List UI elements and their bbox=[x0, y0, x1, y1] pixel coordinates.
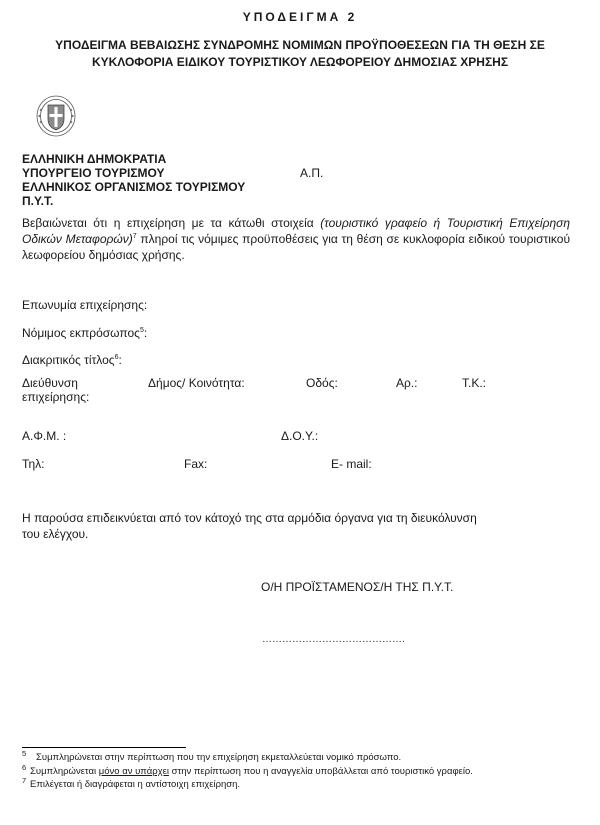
greek-coat-of-arms-icon bbox=[35, 94, 77, 138]
distinctive-title-label: Διακριτικός τίτλος$^6$: bbox=[22, 353, 122, 367]
footnote-7: 7 Επιλέγεται ή διαγράφεται η αντίστοιχη επιχείρηση. bbox=[22, 775, 241, 790]
authority-line-4: Π.Υ.Τ. bbox=[22, 194, 54, 208]
protocol-number-label: Α.Π. bbox=[300, 166, 324, 180]
authority-line-2: ΥΠΟΥΡΓΕΙΟ ΤΟΥΡΙΣΜΟΥ bbox=[22, 166, 165, 180]
phone-label: Τηλ: bbox=[22, 457, 45, 471]
address-label-line-1: Διεύθυνση bbox=[22, 376, 78, 390]
intro-italic-text: (τουριστικό γραφείο ή Τουριστική Επιχείρηση Οδικών Μεταφορών) bbox=[22, 216, 571, 246]
number-label: Αρ.: bbox=[396, 376, 418, 390]
footnote-ref-5: 5 bbox=[139, 327, 144, 334]
document-title-line-1: ΥΠΟΔΕΙΓΜΑ ΒΕΒΑΙΩΣΗΣ ΣΥΝΔΡΟΜΗΣ ΝΟΜΙΜΩΝ ΠΡΟΫΠΟΘΕΣΕΩΝ ΓΙΑ ΤΗ ΘΕΣΗ ΣΕ bbox=[55, 38, 545, 52]
afm-label: Α.Φ.Μ. : bbox=[22, 429, 67, 443]
footnote-separator bbox=[22, 747, 186, 748]
authority-line-3: ΕΛΛΗΝΙΚΟΣ ΟΡΓΑΝΙΣΜΟΣ ΤΟΥΡΙΣΜΟΥ bbox=[22, 180, 246, 194]
street-label: Οδός: bbox=[306, 376, 338, 390]
intro-paragraph bbox=[22, 215, 570, 263]
municipality-label: Δήμος/ Κοινότητα: bbox=[148, 376, 245, 390]
doy-label: Δ.Ο.Υ.: bbox=[281, 429, 319, 443]
closing-line-2: του ελέγχου. bbox=[22, 527, 89, 541]
fax-label: Fax: bbox=[184, 457, 208, 471]
intro-text-part-1: Βεβαιώνεται ότι η επιχείρηση με τα κάτωθι στοιχεία bbox=[22, 216, 321, 230]
signatory-title: Ο/Η ΠΡΟΪΣΤΑΜΕΝΟΣ/Η ΤΗΣ Π.Υ.Τ. bbox=[261, 580, 454, 594]
postal-code-label: Τ.Κ.: bbox=[462, 376, 487, 390]
closing-line-1: Η παρούσα επιδεικνύεται από τον κάτοχό της στα αρμόδια όργανα για τη διευκόλυνση bbox=[22, 511, 477, 525]
footnote-ref-7: 7 bbox=[132, 233, 137, 240]
document-title-line-2: ΚΥΚΛΟΦΟΡΙΑ ΕΙΔΙΚΟΥ ΤΟΥΡΙΣΤΙΚΟΥ ΛΕΩΦΟΡΕΙΟΥ ΔΗΜΟΣΙΑΣ ΧΡΗΣΗΣ bbox=[91, 55, 509, 69]
authority-line-1: ΕΛΛΗΝΙΚΗ ΔΗΜΟΚΡΑΤΙΑ bbox=[22, 152, 167, 166]
document-heading: ΥΠΟΔΕΙΓΜΑ 2 bbox=[242, 10, 358, 24]
email-label: E- mail: bbox=[331, 457, 372, 471]
legal-representative-label: Νόμιμος εκπρόσωπος$^5$: bbox=[22, 326, 148, 340]
intro-text-part-2: πληροί τις νόμιμες προϋποθέσεις για τη θέση σε κυκλοφορία ειδικού τουριστικού λεωφορείου δημόσιας χρήσης. bbox=[22, 232, 571, 262]
footnote-ref-6: 6 bbox=[114, 354, 119, 361]
footnote-5: 5 Συμπληρώνεται στην περίπτωση που την επιχείρηση εκμεταλλεύεται νομικό πρόσωπο. bbox=[22, 748, 402, 763]
address-label-line-2: επιχείρησης: bbox=[22, 390, 90, 404]
company-name-label: Επωνυμία επιχείρησης: bbox=[22, 298, 148, 312]
footnote-6: 6 Συμπληρώνεται μόνο αν υπάρχει στην περίπτωση που η αναγγελία υποβάλλεται από τουριστικό γραφείο. bbox=[22, 762, 473, 777]
signature-line: ……………………………………. bbox=[262, 634, 405, 645]
